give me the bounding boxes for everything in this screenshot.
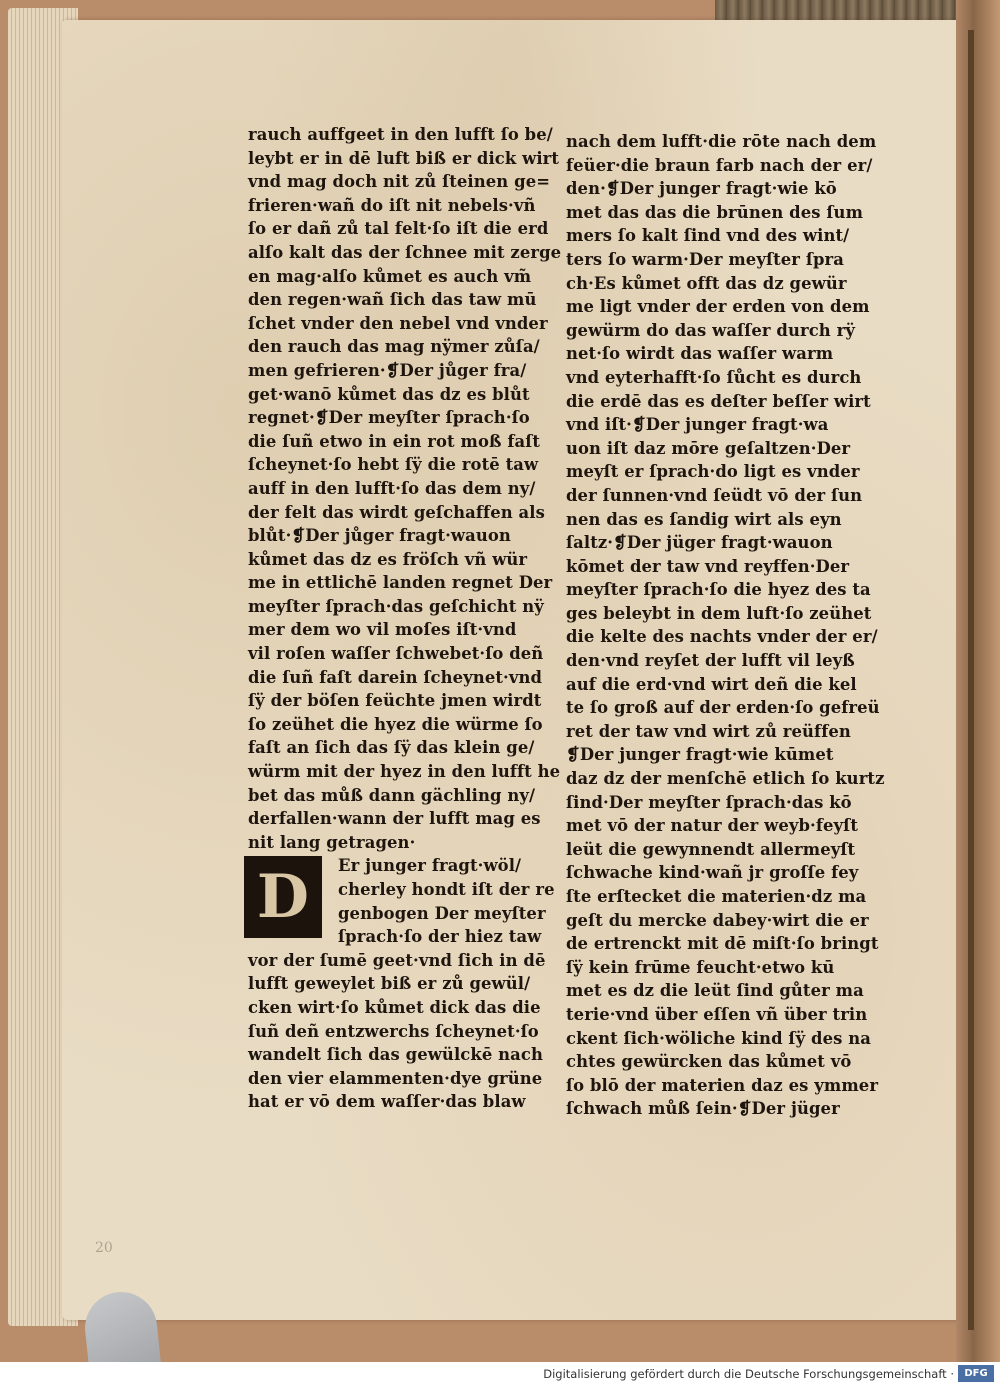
text-line: men gefrieren·❡Der jůger fra/ [248,360,527,380]
text-line: ſaltz·❡Der jüger fragt·wauon [566,533,833,553]
text-line: ſcheynet·ſo hebt ſÿ die rotē taw [248,455,539,475]
text-column-right [566,130,885,1121]
text-line: ſind·Der meyſter ſprach·das kō [566,792,852,812]
text-line: ters ſo warm·Der meyſter ſpra [566,249,845,269]
text-column-left [248,123,562,1114]
text-line: ges beleybt in dem luft·ſo zeühet [566,603,872,623]
text-line: frieren·wañ do iſt nit nebels·vñ [248,195,536,215]
text-line: te ſo groß auf der erden·ſo gefreü [566,698,880,718]
text-line: den·vnd reyſet der lufft vil leyß [566,651,855,671]
text-line: lufft geweylet biß er zů gewül/ [248,974,531,994]
text-line: leüt die gewynnendt allermeyſt [566,839,856,859]
footer-credit: Digitalisierung gefördert durch die Deutsche Forschungsgemeinschaft · [543,1367,954,1381]
text-line: vnd iſt·❡Der junger fragt·wa [566,415,829,435]
text-line: meyſt er ſprach·do ligt es vnder [566,462,860,482]
text-line: wandelt ſich das gewülckē nach [248,1045,543,1065]
dfg-logo: DFG [958,1365,994,1382]
text-line: get·wanō kůmet das dz es blůt [248,384,530,404]
right-column-lines [566,130,885,1121]
text-line: ❡Der junger fragt·wie kūmet [566,745,834,765]
text-line: den regen·wañ ſich das taw mū [248,290,537,310]
decorated-initial: D [244,856,322,938]
text-line: daz dz der menſchē etlich ſo kurtz [566,769,885,789]
text-line: vnd mag doch nit zů ſteinen ge= [248,172,551,192]
text-line: met das das die brūnen des ſum [566,202,864,222]
text-line: nit lang getragen· [248,832,416,852]
text-line: ret der taw vnd wirt zů reüffen [566,721,851,741]
text-line: ſÿ kein frūme feucht·etwo kū [566,957,835,977]
text-line: terie·vnd über eſſen vñ über trin [566,1004,868,1024]
text-line: gewürm do das waſſer durch rÿ [566,320,855,340]
left-column-lines [248,123,562,854]
text-line: geſt du mercke dabey·wirt die er [566,910,869,930]
text-line: rauch auffgeet in den lufft ſo be/ [248,125,553,144]
text-line: die erdē das es deſter beſſer wirt [566,391,871,411]
text-line: der ſunnen·vnd ſeüdt vō der ſun [566,485,863,505]
book-gutter [956,0,1000,1362]
text-line: de ertrenckt mit dē miſt·ſo bringt [566,934,879,954]
text-line: die ſuñ faſt darein ſcheynet·vnd [248,667,543,687]
text-line: bet das můß dann gächling ny/ [248,785,536,805]
text-line: regnet·❡Der meyſter ſprach·ſo [248,408,530,428]
text-line: ſo blō der materien daz es ymmer [566,1075,879,1095]
text-line: chtes gewürcken das kůmet vō [566,1052,852,1072]
text-line: vil roſen waſſer ſchwebet·ſo deñ [248,644,544,664]
text-line: hat er vō dem waſſer·das blaw [248,1092,526,1112]
text-line: ſÿ der böſen feüchte jmen wirdt [248,691,542,711]
spine-shadow [968,30,974,1330]
text-line: cherley hondt iſt der re [338,880,555,899]
text-line: ſprach·ſo der hiez taw [338,927,542,947]
text-line: ſo zeühet die hyez die würme ſo [248,714,543,734]
text-line: blůt·❡Der jůger fragt·wauon [248,526,511,546]
text-line: den rauch das mag nÿmer zůſa/ [248,337,540,357]
text-line: kůmet das dz es fröſch vñ wür [248,549,528,569]
text-line: faſt an ſich das ſÿ das klein ge/ [248,738,535,758]
text-line: leybt er in dē luft biß er dick wirt [248,148,560,168]
text-line: alſo kalt das der ſchnee mit zerge [248,242,562,262]
text-line: me in ettlichē landen regnet Der [248,573,553,593]
text-line: ſuñ deñ entzwerchs ſcheynet·ſo [248,1021,539,1041]
text-line: die kelte des nachts vnder der er/ [566,627,878,647]
text-line: net·ſo wirdt das waſſer warm [566,344,834,364]
text-line: met es dz die leüt ſind gůter ma [566,981,864,1001]
text-line: met vō der natur der weyb·feyſt [566,816,858,836]
text-line: den·❡Der junger fragt·wie kō [566,179,837,199]
text-line: meyſter ſprach·das geſchicht nÿ [248,596,544,616]
text-line: ſchwache kind·wañ jr groſſe fey [566,863,859,883]
text-line: feüer·die braun farb nach der er/ [566,155,873,175]
margin-pencil-mark: 20 [95,1240,113,1256]
text-line: der felt das wirdt geſchaffen als [248,502,545,522]
text-line: auf die erd·vnd wirt deñ die kel [566,674,857,694]
text-line: vnd eyterhafft·ſo ſůcht es durch [566,367,862,387]
text-line: die ſuñ etwo in ein rot moß faſt [248,431,541,451]
text-line: en mag·alſo kůmet es auch vm̃ [248,266,532,286]
text-line: vor der ſumē geet·vnd ſich in dē [248,950,546,970]
footer-bar [0,1362,1000,1386]
text-line: meyſter ſprach·ſo die hyez des ta [566,580,871,600]
text-line: kōmet der taw vnd reyffen·Der [566,556,850,576]
text-line: würm mit der hyez in den lufft he [248,762,561,782]
text-line: ſchet vnder den nebel vnd vnder [248,313,548,333]
text-line: ſo er dañ zů tal felt·ſo iſt die erd [248,219,549,239]
text-line: uon iſt daz mōre geſaltzen·Der [566,438,851,458]
text-line: ſchwach můß ſein·❡Der jüger [566,1099,840,1119]
text-line: mer dem wo vil moſes iſt·vnd [248,620,517,640]
text-line: me ligt vnder der erden von dem [566,297,870,317]
initial-paragraph [248,854,558,948]
text-line: ſte erſtecket die materien·dz ma [566,887,867,906]
text-line: ckent ſich·wöliche kind ſÿ des na [566,1028,871,1048]
left-column-after-lines [248,949,558,1114]
text-line: den vier elammenten·dye grüne [248,1068,543,1088]
text-line: Er junger fragt·wöl/ [338,856,522,876]
text-line: mers ſo kalt ſind vnd des wint/ [566,226,850,246]
text-line: nach dem lufft·die rōte nach dem [566,132,877,151]
text-line: ch·Es kůmet offt das dz gewür [566,273,847,293]
text-line: auff in den lufft·ſo das dem ny/ [248,478,536,498]
text-line: cken wirt·ſo kůmet dick das die [248,997,541,1017]
text-line: nen das es ſandig wirt als eyn [566,509,842,529]
text-line: derfallen·wann der lufft mag es [248,809,541,829]
text-line: genbogen Der meyſter [338,903,546,923]
